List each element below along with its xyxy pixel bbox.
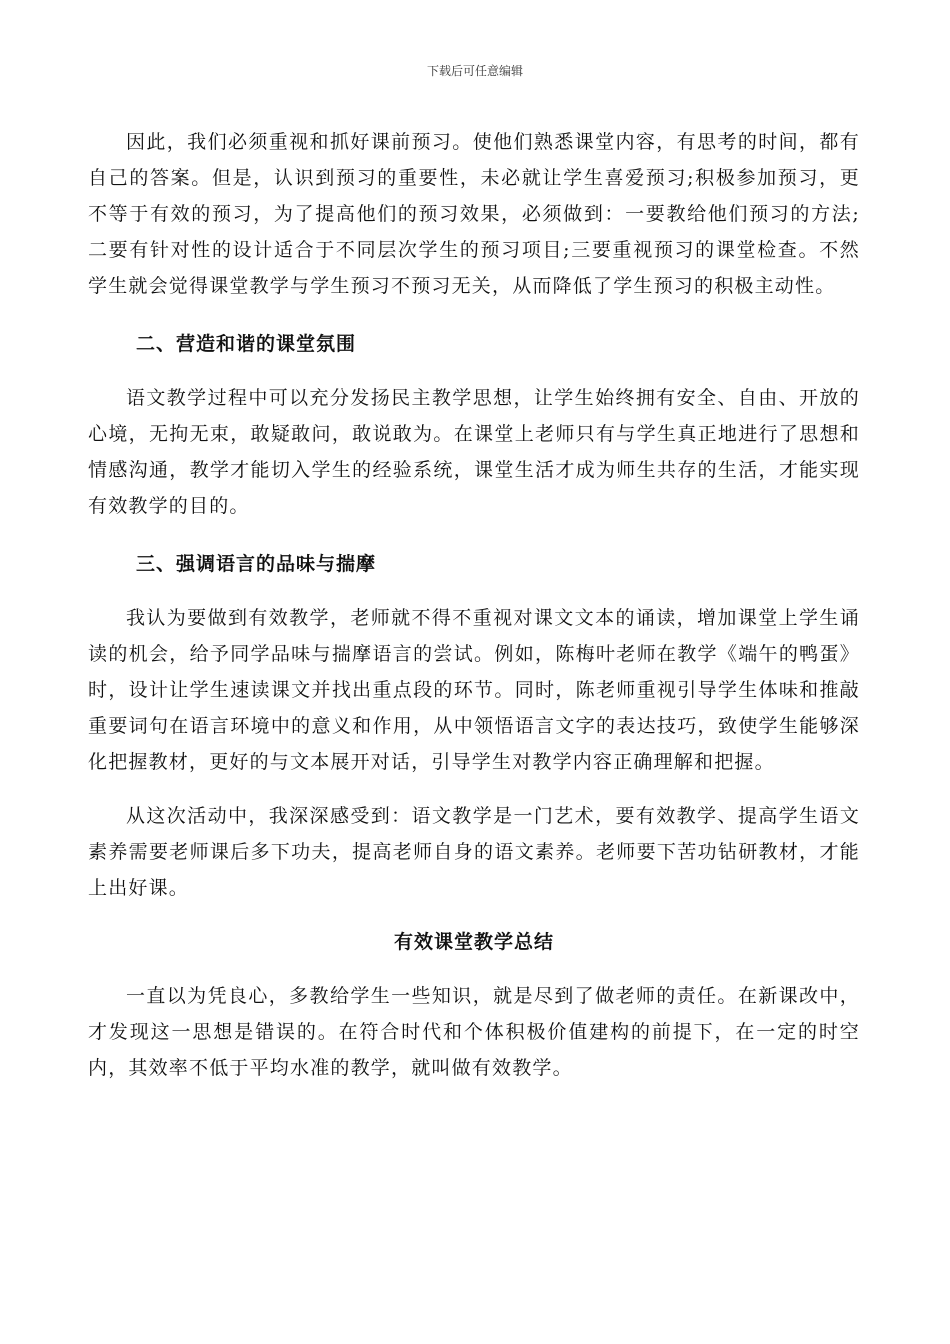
section-heading-harmonious-atmosphere: 二、营造和谐的课堂氛围	[136, 333, 357, 355]
section-heading-language-appreciation: 三、强调语言的品味与揣摩	[136, 553, 377, 575]
paragraph-effective-teaching-definition: 一直以为凭良心，多教给学生一些知识，就是尽到了做老师的责任。在新课改中，才发现这一思想是错误的。在符合时代和个体积极价值建构的前提下，在一定的时空内，其效率不低于平均水准的教学，就叫做有效教学。	[88, 985, 860, 1079]
paragraph-effective-reading: 我认为要做到有效教学，老师就不得不重视对课文文本的诵读，增加课堂上学生诵读的机会，给予同学品味与揣摩语言的尝试。例如，陈梅叶老师在教学《端午的鸭蛋》时，设计让学生速读课文并找出重点段的环节。同时，陈老师重视引导学生体味和推敲重要词句在语言环境中的意义和作用，从中领悟语言文字的表达技巧，致使学生能够深化把握教材，更好的与文本展开对话，引导学生对教学内容正确理解和把握。	[88, 607, 860, 773]
document-title: 有效课堂教学总结	[393, 931, 554, 953]
paragraph-activity-reflection: 从这次活动中，我深深感受到：语文教学是一门艺术，要有效教学、提高学生语文素养需要老师课后多下功夫，提高老师自身的语文素养。老师要下苦功钻研教材，才能上出好课。	[88, 805, 860, 899]
paragraph-democratic-teaching: 语文教学过程中可以充分发扬民主教学思想，让学生始终拥有安全、自由、开放的心境，无拘无束，敢疑敢问，敢说敢为。在课堂上老师只有与学生真正地进行了思想和情感沟通，教学才能切入学生的经验系统，课堂生活才成为师生共存的生活，才能实现有效教学的目的。	[88, 387, 860, 517]
page-header: 下载后可任意编辑	[426, 64, 523, 78]
document-body	[88, 124, 860, 1086]
paragraph-preview-importance: 因此，我们必须重视和抓好课前预习。使他们熟悉课堂内容，有思考的时间，都有自己的答案。但是，认识到预习的重要性，未必就让学生喜爱预习;积极参加预习，更不等于有效的预习，为了提高他们的预习效果，必须做到：一要教给他们预习的方法;二要有针对性的设计适合于不同层次学生的预习项目;三要重视预习的课堂检查。不然学生就会觉得课堂教学与学生预习不预习无关，从而降低了学生预习的积极主动性。	[88, 131, 860, 297]
